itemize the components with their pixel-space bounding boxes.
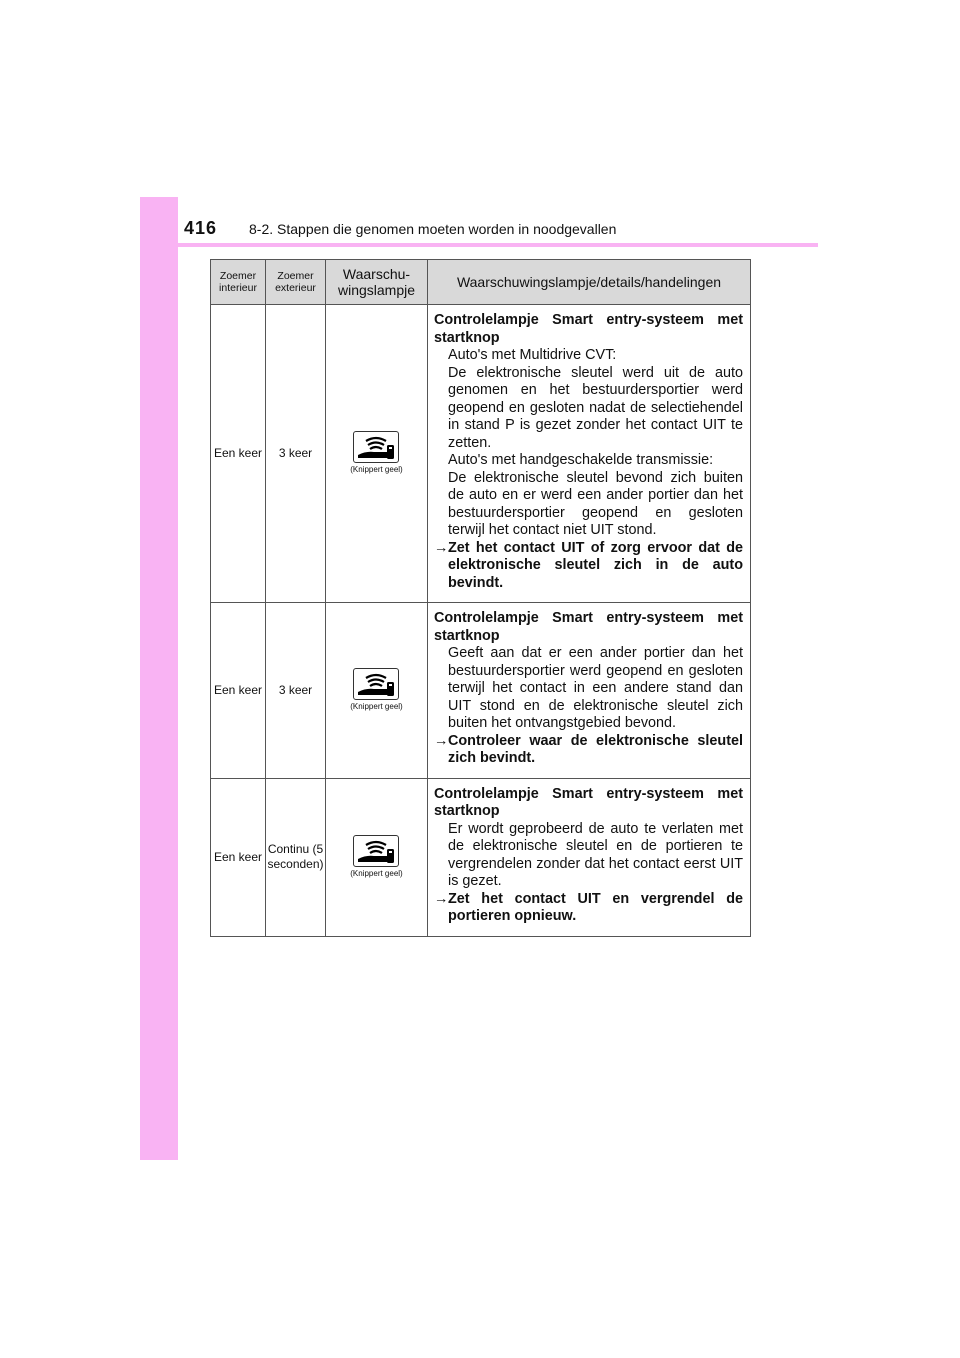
interior-buzzer-cell: Een keer [211,305,266,603]
table-row [211,603,751,779]
smart-key-indicator [350,835,402,878]
table-row [211,305,751,603]
warning-light-cell [326,603,428,779]
exterior-buzzer-cell: Continu (5 seconden) [266,778,326,936]
detail-line: De elektronische sleutel werd uit de auto genomen en het bestuurdersportier werd geopend en gesloten nadat de selectiehendel in stand P is gezet zonder het contact UIT te zetten. [448,364,743,451]
smart-key-indicator-icon [353,668,399,700]
warning-title: Controlelampje Smart entry-systeem met startknop [434,312,743,346]
action-instruction [434,891,743,926]
interior-buzzer-cell: Een keer [211,603,266,779]
section-title: 8-2. Stappen die genomen moeten worden in noodgevallen [249,221,617,237]
detail-line: Auto's met Multidrive CVT: [448,347,617,363]
lamp-caption: (Knippert geel) [350,868,403,878]
smart-key-indicator-icon [353,835,399,867]
header-details: Waarschuwingslampje/details/handelingen [428,260,751,305]
detail-line: Geeft aan dat er een ander portier dan het bestuurdersportier werd geopend en gesloten terwijl het contact in een andere stand dan UIT stond en de elektronische sleutel zich buiten het ontvangstgebied bevond. [448,645,743,731]
interior-buzzer-cell: Een keer [211,778,266,936]
detail-line: Auto's met handgeschakelde transmissie: [448,452,714,468]
exterior-buzzer-cell: 3 keer [266,305,326,603]
action-text: Controleer waar de elektronische sleutel zich bevindt. [448,732,743,766]
warning-details [434,821,743,891]
details-cell [428,603,751,779]
details-cell [428,305,751,603]
warning-details [434,347,743,540]
header-rule [140,243,818,247]
smart-key-indicator [350,668,402,711]
header-exterior-buzzer: Zoemer exterieur [266,260,326,305]
header-interior-buzzer: Zoemer interieur [211,260,266,305]
exterior-buzzer-cell: 3 keer [266,603,326,779]
warning-title: Controlelampje Smart entry-systeem met startknop [434,610,743,644]
arrow-icon: → [434,732,449,749]
action-instruction [434,540,743,593]
warning-light-cell [326,305,428,603]
header-warning-light: Waarschu- wingslampje [326,260,428,305]
warning-table [210,259,751,937]
smart-key-indicator-icon [353,431,399,463]
chapter-side-bar [140,197,178,1160]
action-instruction [434,733,743,768]
detail-line: Er wordt geprobeerd de auto te verlaten met de elektronische sleutel en de portieren te vergrendelen zonder dat het contact eerst UIT is gezet. [448,820,743,889]
details-cell [428,778,751,936]
warning-title: Controlelampje Smart entry-systeem met startknop [434,785,743,819]
action-text: Zet het contact UIT en vergrendel de portieren opnieuw. [448,890,743,924]
action-text: Zet het contact UIT of zorg ervoor dat de elektronische sleutel zich in de auto bevindt. [448,539,743,591]
page-number: 416 [184,218,218,238]
table-row [211,778,751,936]
warning-light-cell [326,778,428,936]
table-header-row [211,260,751,305]
arrow-icon: → [434,539,449,556]
lamp-caption: (Knippert geel) [350,465,403,474]
smart-key-indicator [350,431,402,474]
lamp-caption: (Knippert geel) [350,701,403,711]
detail-line: De elektronische sleutel bevond zich buiten de auto en er werd een ander portier dan het bestuurdersportier geopend en gesloten terwijl het contact niet UIT stond. [448,469,743,538]
warning-details [434,645,743,733]
arrow-icon: → [434,890,449,907]
